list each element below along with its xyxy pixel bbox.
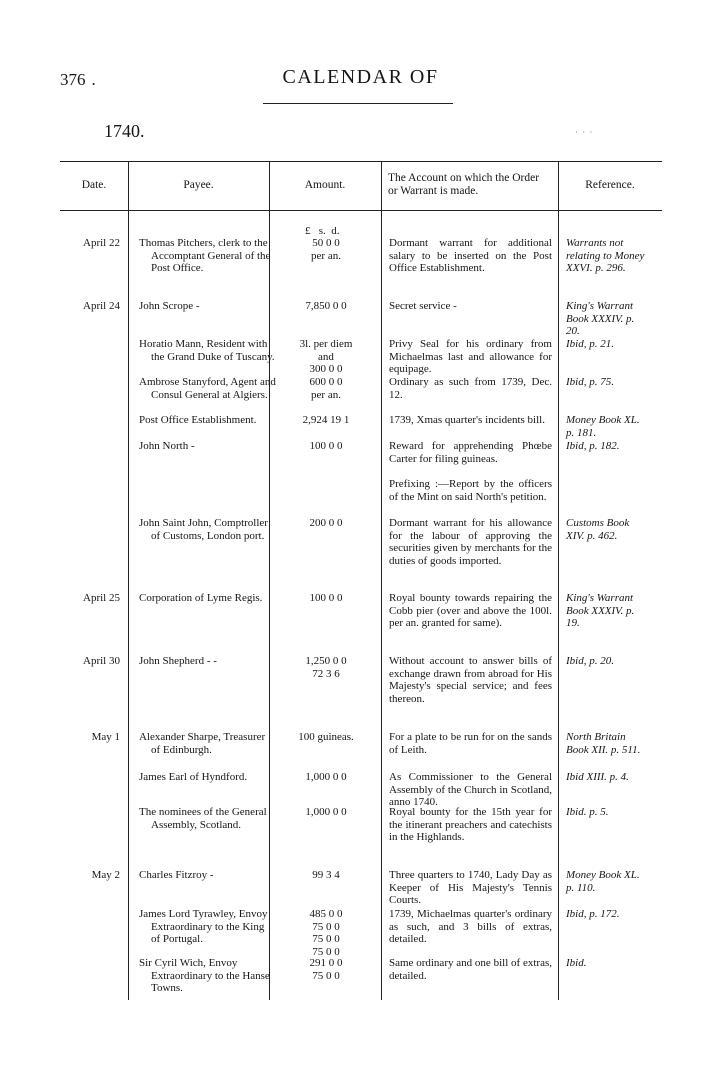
- row-reference: Ibid XIII. p. 4.: [566, 771, 629, 783]
- row-reference: North Britain Book XII. p. 511.: [566, 731, 641, 756]
- row-reference: King's Warrant Book XXXIV. p. 20.: [566, 300, 635, 338]
- row-account: Royal bounty for the 15th year for the itinerant preachers and catechists in the Highlands.: [389, 806, 552, 844]
- row-account-note: Prefixing :—Report by the officers of the Mint on said North's petition.: [389, 478, 552, 503]
- row-payee: John Scrope -: [139, 300, 200, 312]
- row-reference: Money Book XL. p. 181.: [566, 414, 640, 439]
- row-amount: 7,850 0 0: [305, 300, 347, 312]
- row-reference: Ibid, p. 182.: [566, 440, 620, 452]
- row-amount: 50 0 0 per an.: [311, 237, 341, 262]
- page-number: 376 .: [60, 70, 96, 89]
- row-account: Secret service -: [389, 300, 457, 312]
- row-payee: James Earl of Hyndford.: [139, 771, 248, 783]
- row-payee: Alexander Sharpe, Treasurer of Edinburgh.: [139, 731, 266, 756]
- row-reference: Ibid, p. 172.: [566, 908, 620, 920]
- row-reference: Ibid, p. 21.: [566, 338, 614, 350]
- row-payee: Thomas Pitchers, clerk to the Accomptant General of the Post Office.: [139, 237, 271, 275]
- row-amount: 200 0 0: [309, 517, 343, 529]
- row-payee: John Saint John, Comptroller of Customs, London port.: [139, 517, 268, 542]
- header-account: The Account on which the Order or Warrant is made.: [388, 172, 540, 197]
- row-account: Dormant warrant for his allowance for the labour of approving the securities given by merchants for the duties of goods imported.: [389, 517, 552, 567]
- row-account: Without account to answer bills of exchange drawn from abroad for His Majesty's special service; and fees thereon.: [389, 655, 552, 705]
- header-payee: Payee.: [183, 179, 214, 191]
- row-amount: 1,250 0 0 72 3 6: [305, 655, 347, 680]
- row-payee: James Lord Tyrawley, Envoy Extraordinary to the King of Portugal.: [139, 908, 268, 946]
- header-reference: Reference.: [585, 179, 635, 191]
- row-amount: 2,924 19 1: [302, 414, 350, 426]
- row-date: May 2: [91, 869, 120, 881]
- row-account: 1739, Michaelmas quarter's ordinary as such, and 3 bills of extras, detailed.: [389, 908, 552, 946]
- running-head: CALENDAR OF: [282, 66, 439, 88]
- row-payee: Sir Cyril Wich, Envoy Extraordinary to the Hanse Towns.: [139, 957, 270, 995]
- row-account: Privy Seal for his ordinary from Michaelmas last and allowance for equipage.: [389, 338, 552, 376]
- row-account: For a plate to be run for on the sands of Leith.: [389, 731, 552, 756]
- head-rule: [263, 103, 453, 104]
- row-payee: The nominees of the General Assembly, Scotland.: [139, 806, 267, 831]
- row-date: April 24: [83, 300, 120, 312]
- row-amount: 100 guineas.: [298, 731, 354, 743]
- row-amount: 485 0 0 75 0 0 75 0 0 75 0 0: [309, 908, 343, 958]
- column-divider: [381, 161, 382, 210]
- table-header-rule: [60, 210, 662, 211]
- row-payee: Post Office Establishment.: [139, 414, 257, 426]
- row-amount: 600 0 0 per an.: [309, 376, 343, 401]
- row-amount: 99 3 4: [312, 869, 340, 881]
- row-account: Royal bounty towards repairing the Cobb pier (over and above the 100l. per an. granted for same).: [389, 592, 552, 630]
- row-reference: Warrants not relating to Money XXVI. p. 296.: [566, 237, 645, 275]
- row-payee: Corporation of Lyme Regis.: [139, 592, 263, 604]
- row-payee: John Shepherd - -: [139, 655, 217, 667]
- row-amount: 1,000 0 0: [305, 806, 347, 818]
- row-account: Three quarters to 1740, Lady Day as Keeper of His Majesty's Tennis Courts.: [389, 869, 552, 907]
- header-date: Date.: [81, 179, 107, 191]
- row-account: Same ordinary and one bill of extras, detailed.: [389, 957, 552, 982]
- row-reference: Ibid.: [566, 957, 587, 969]
- table-top-rule: [60, 161, 662, 162]
- row-date: April 25: [83, 592, 120, 604]
- row-date: April 22: [83, 237, 120, 249]
- row-account: Reward for apprehending Phœbe Carter for filing guineas.: [389, 440, 552, 465]
- row-date: April 30: [83, 655, 120, 667]
- column-divider: [558, 210, 559, 1000]
- row-payee: Horatio Mann, Resident with the Grand Duke of Tuscany.: [139, 338, 275, 363]
- row-amount: 100 0 0: [309, 592, 343, 604]
- row-reference: Money Book XL. p. 110.: [566, 869, 640, 894]
- column-divider: [381, 210, 382, 1000]
- row-account: 1739, Xmas quarter's incidents bill.: [389, 414, 545, 426]
- row-payee: John North -: [139, 440, 195, 452]
- row-payee: Ambrose Stanyford, Agent and Consul General at Algiers.: [139, 376, 276, 401]
- row-account: As Commissioner to the General Assembly of the Church in Scotland, anno 1740.: [389, 771, 552, 809]
- year-label: 1740.: [104, 121, 145, 141]
- row-reference: Ibid, p. 75.: [566, 376, 614, 388]
- row-date: May 1: [91, 731, 120, 743]
- currency-units: £ s. d.: [305, 225, 340, 237]
- row-reference: Customs Book XIV. p. 462.: [566, 517, 630, 542]
- row-reference: King's Warrant Book XXXIV. p. 19.: [566, 592, 635, 630]
- column-divider: [128, 210, 129, 1000]
- corner-mark: · · ·: [575, 127, 594, 137]
- row-payee: Charles Fitzroy -: [139, 869, 214, 881]
- row-reference: Ibid, p. 20.: [566, 655, 614, 667]
- row-amount: 100 0 0: [309, 440, 343, 452]
- row-reference: Ibid. p. 5.: [566, 806, 609, 818]
- row-amount: 291 0 0 75 0 0: [309, 957, 343, 982]
- row-amount: 1,000 0 0: [305, 771, 347, 783]
- header-amount: Amount.: [304, 179, 346, 191]
- row-account: Ordinary as such from 1739, Dec. 12.: [389, 376, 552, 401]
- row-amount: 3l. per diem and 300 0 0: [299, 338, 353, 376]
- row-account: Dormant warrant for additional salary to be inserted on the Post Office Establishment.: [389, 237, 552, 275]
